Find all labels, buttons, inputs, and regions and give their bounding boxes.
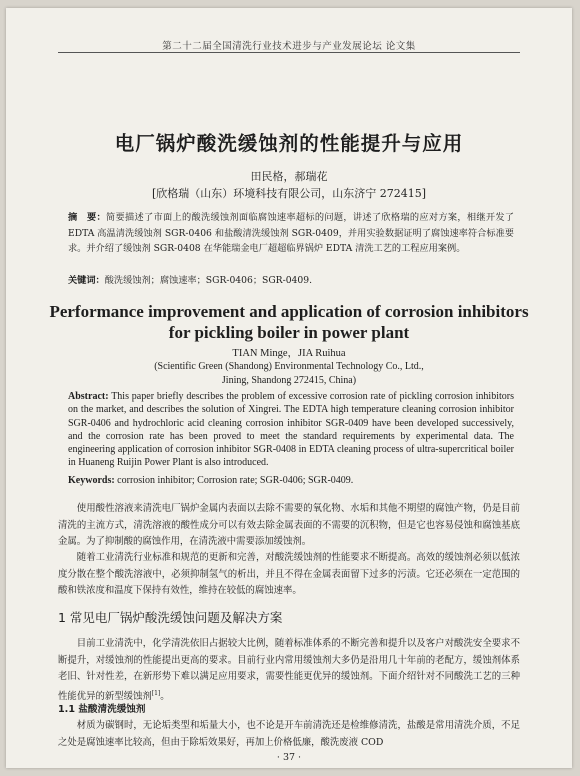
english-affiliation-line-1: (Scientific Green (Shandong) Environmental Technology Co., Ltd., — [154, 361, 424, 372]
chinese-title: 电厂锅炉酸洗缓蚀剂的性能提升与应用 — [114, 132, 464, 155]
chinese-affiliation: [欣格瑞（山东）环境科技有限公司，山东济宁 272415] — [151, 187, 427, 200]
chinese-authors: 田民格，郝瑞花 — [250, 170, 328, 183]
chinese-abstract-text: 简要描述了市面上的酸洗缓蚀剂面临腐蚀速率超标的问题，讲述了欣格瑞的应对方案，相继开发了 EDTA 高温清洗缓蚀剂 SGR-0406 和盐酸清洗缓蚀剂 SGR-0409，并用实验数据证明了腐蚀速率符合标准要求。并介绍了缓蚀剂 SGR-0408 在华能瑞金电厂超超临界锅炉 EDTA 清洗工艺的工程应用案例。 — [68, 212, 514, 254]
english-keywords-text: corrosion inhibitor; Corrosion rate; SGR-0406; SGR-0409. — [117, 475, 354, 486]
english-abstract-label: Abstract: — [68, 391, 109, 402]
chinese-abstract — [68, 210, 514, 257]
body-paragraph-3 — [58, 636, 520, 705]
chinese-keywords-label: 关键词： — [68, 275, 105, 286]
english-keywords-label: Keywords: — [68, 475, 115, 486]
body-paragraph-2: 随着工业清洗行业标准和规范的更新和完善，对酸洗缓蚀剂的性能要求不断提高。高效的缓蚀剂必须以低浓度分散在整个酸洗溶液中，必须抑制氢气的析出，并且不得在金属表面留下过多的污渍。它还必须在一定范围的酸和铁浓度和温度下保持有效性，维持在较低的腐蚀速率。 — [58, 552, 520, 596]
header-rule — [58, 52, 520, 53]
page-number: · 37 · — [276, 752, 302, 763]
paper-page — [6, 8, 572, 768]
chinese-keywords — [68, 272, 514, 286]
body-paragraph-3-text: 目前工业清洗中，化学清洗依旧占据较大比例，随着标准体系的不断完善和提升以及客户对酸洗安全要求不断提升，对缓蚀剂的性能提出更高的要求。目前行业内常用缓蚀剂大多仍是沿用几十年前的老配方，缓蚀剂体系老旧、针对性差，在新形势下难以满足应用要求，需要性能更优异的缓蚀剂。下面介绍针对不同酸洗工艺的三种性能优异的新型缓蚀剂 — [58, 638, 520, 702]
english-affiliation-line-2: Jining, Shandong 272415, China) — [221, 375, 357, 386]
body-paragraph-4: 材质为碳钢时，无论垢类型和垢量大小，也不论是开车前清洗还是检维修清洗，盐酸是常用清洗介质，不足之处是腐蚀速率比较高，但由于除垢效果好，再加上价格低廉，酸洗废液 COD — [58, 720, 520, 748]
chinese-keywords-text: 酸洗缓蚀剂；腐蚀速率；SGR-0406；SGR-0409. — [104, 275, 312, 286]
english-abstract-text: This paper briefly describes the problem of excessive corrosion rate of pickling corrosion inhibitors on the market, and describes the solution of Xingrei. The EDTA high temperature cleaning corrosion inhibitor SGR-0406 and hydrochloric acid cleaning corrosion inhibitor SGR-0409 have been developed successively, and the corrosion rate has been proved to meet the standard requirements by experimental data. The engineering application of corrosion inhibitor SGR-0408 in EDTA cleaning process of ultra-supercritical boiler in Huaneng Ruijin Power Plant is also introduced. — [68, 391, 514, 469]
running-header: 第二十二届全国清洗行业技术进步与产业发展论坛 论文集 — [162, 41, 416, 52]
subsection-1-1-heading: 1.1 盐酸清洗缓蚀剂 — [58, 704, 146, 715]
citation-reference: [1] — [151, 689, 161, 697]
chinese-abstract-label: 摘 要： — [68, 212, 106, 223]
english-keywords — [68, 475, 514, 486]
body-paragraph-1: 使用酸性溶液来清洗电厂锅炉金属内表面以去除不需要的氧化物、水垢和其他不期望的腐蚀产物，仍是目前清洗的主流方式，清洗溶液的酸性成分可以有效去除金属表面的不需要的沉积物，但是它也容易侵蚀和腐蚀基底金属。为了抑制酸的腐蚀作用，在清洗液中需要添加缓蚀剂。 — [58, 503, 520, 547]
body-paragraph-3-end: 。 — [160, 690, 170, 702]
english-abstract — [68, 390, 514, 470]
english-title: Performance improvement and application of corrosion inhibitors for pickling boiler in power plant — [49, 302, 529, 342]
section-1-heading: 1 常见电厂锅炉酸洗缓蚀问题及解决方案 — [58, 610, 283, 625]
english-authors: TIAN Minge，JIA Ruihua — [232, 348, 346, 359]
